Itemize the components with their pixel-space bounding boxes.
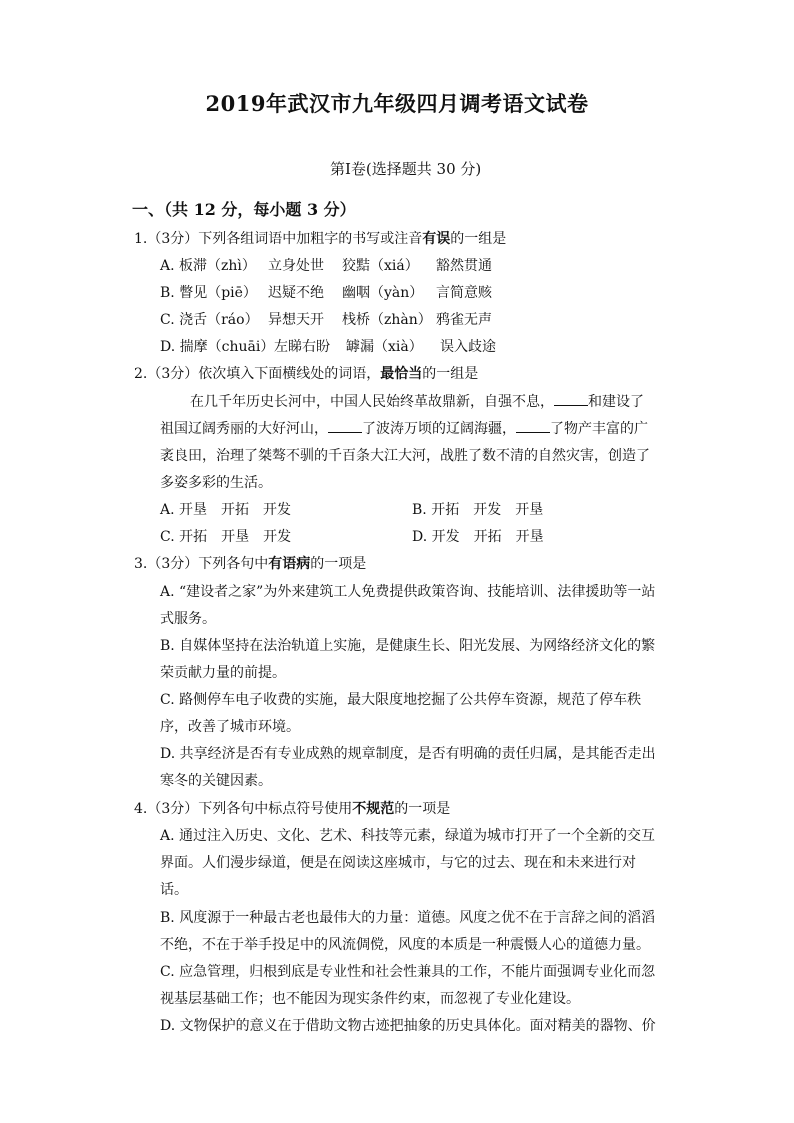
question-2-passage-line-2	[160, 420, 648, 438]
option-word: 立身处世	[268, 258, 324, 274]
option-word: A. 板滞（zhì）	[160, 258, 256, 274]
question-4-stem-tail: 的一项是	[394, 801, 451, 817]
question-2-stem-emphasis: 最恰当	[380, 366, 423, 382]
section-heading: 一、（共 12 分，每小题 3 分）	[132, 200, 356, 219]
passage-text: 了物产丰富的广	[550, 421, 648, 437]
question-2-option-b: B. 开拓 开发 开垦	[412, 502, 544, 518]
option-word: D. 揣摩（chuāi）	[160, 339, 275, 355]
option-word: 言简意赅	[436, 285, 492, 301]
question-3-stem-emphasis: 有语病	[268, 556, 311, 572]
question-4-line: C. 应急管理，归根到底是专业性和社会性兼具的工作，不能片面强调专业化而忽	[160, 964, 656, 980]
option-word: 鸦雀无声	[436, 312, 492, 328]
question-3-line: C. 路侧停车电子收费的实施，最大限度地挖掘了公共停车资源，规范了停车秩	[160, 692, 642, 708]
question-4-line: 不绝，不在于举手投足中的风流倜傥，风度的本质是一种震慑人心的道德力量。	[160, 937, 650, 953]
question-1-stem-emphasis: 有误	[422, 231, 451, 247]
question-1-stem-tail: 的一组是	[450, 231, 507, 247]
question-1-stem	[134, 230, 506, 248]
question-3-line: 寒冬的关键因素。	[160, 773, 272, 789]
passage-text: 和建设了	[588, 394, 644, 410]
option-word: 幽咽（yàn）	[342, 285, 424, 301]
question-2-option-d: D. 开发 开拓 开垦	[412, 529, 544, 545]
question-2-option-a: A. 开垦 开拓 开发	[160, 502, 292, 518]
blank-line	[328, 420, 362, 433]
passage-text: 了波涛万顷的辽阔海疆，	[362, 421, 516, 437]
option-word: 豁然贯通	[436, 258, 492, 274]
question-3-line: A. “建设者之家”为外来建筑工人免费提供政策咨询、技能培训、法律援助等一站	[160, 584, 656, 600]
question-3-line: B. 自媒体坚持在法治轨道上实施，是健康生长、阳光发展、为网络经济文化的繁	[160, 638, 656, 654]
question-4-line: D. 文物保护的意义在于借助文物古迹把抽象的历史具体化。面对精美的器物、价	[160, 1018, 656, 1034]
question-2-stem-tail: 的一组是	[422, 366, 479, 382]
question-4-stem-emphasis: 不规范	[352, 801, 395, 817]
question-2-passage-line-4: 多姿多彩的生活。	[160, 475, 272, 491]
question-3-line: 式服务。	[160, 611, 216, 627]
question-2-stem	[134, 365, 478, 383]
question-3-stem-text: 3.（3分）下列各句中	[134, 556, 269, 572]
question-4-line: A. 通过注入历史、文化、艺术、科技等元素，绿道为城市打开了一个全新的交互	[160, 828, 656, 844]
option-word: 误入歧途	[440, 339, 496, 355]
question-4-line: 界面。人们漫步绿道，便是在阅读这座城市，与它的过去、现在和未来进行对	[160, 855, 636, 871]
question-4-line: 视基层基础工作；也不能因为现实条件约束，而忽视了专业化建设。	[160, 991, 580, 1007]
exam-title: 2019年武汉市九年级四月调考语文试卷	[205, 91, 589, 116]
question-1-stem-text: 1.（3分）下列各组词语中加粗字的书写或注音	[134, 231, 423, 247]
blank-line	[516, 420, 550, 433]
question-2-stem-text: 2.（3分）依次填入下面横线处的词语，	[134, 366, 381, 382]
option-word: C. 浇舌（ráo）	[160, 312, 259, 328]
passage-text: 在几千年历史长河中，中国人民始终革故鼎新，自强不息，	[190, 394, 554, 410]
question-4-stem-text: 4.（3分）下列各句中标点符号使用	[134, 801, 353, 817]
question-3-line: 序，改善了城市环境。	[160, 719, 300, 735]
question-4-line: 话。	[160, 882, 188, 898]
question-3-line: D. 共享经济是否有专业成熟的规章制度，是否有明确的责任归属，是其能否走出	[160, 746, 656, 762]
option-word: 罅漏（xià）	[346, 339, 423, 355]
option-word: 迟疑不绝	[268, 285, 324, 301]
question-2-passage-line-3: 袤良田，治理了桀骜不驯的千百条大江大河，战胜了数不清的自然灾害，创造了	[160, 448, 650, 464]
option-word: 异想天开	[268, 312, 324, 328]
option-word: B. 瞥见（piē）	[160, 285, 257, 301]
option-word: 狡黠（xiá）	[342, 258, 419, 274]
option-word: 栈桥（zhàn）	[342, 312, 432, 328]
question-3-line: 荣贡献力量的前提。	[160, 665, 286, 681]
passage-text: 祖国辽阔秀丽的大好河山，	[160, 421, 328, 437]
question-3-stem-tail: 的一项是	[310, 556, 367, 572]
blank-line	[554, 393, 588, 406]
question-2-option-c: C. 开拓 开垦 开发	[160, 529, 292, 545]
volume-subtitle: 第Ⅰ卷(选择题共 30 分)	[330, 160, 482, 178]
question-4-stem	[134, 800, 450, 818]
question-3-stem	[134, 555, 366, 573]
question-4-line: B. 风度源于一种最古老也最伟大的力量：道德。风度之优不在于言辞之间的滔滔	[160, 910, 656, 926]
question-2-passage-line-1	[190, 393, 644, 411]
option-word: 左睇右盼	[274, 339, 330, 355]
